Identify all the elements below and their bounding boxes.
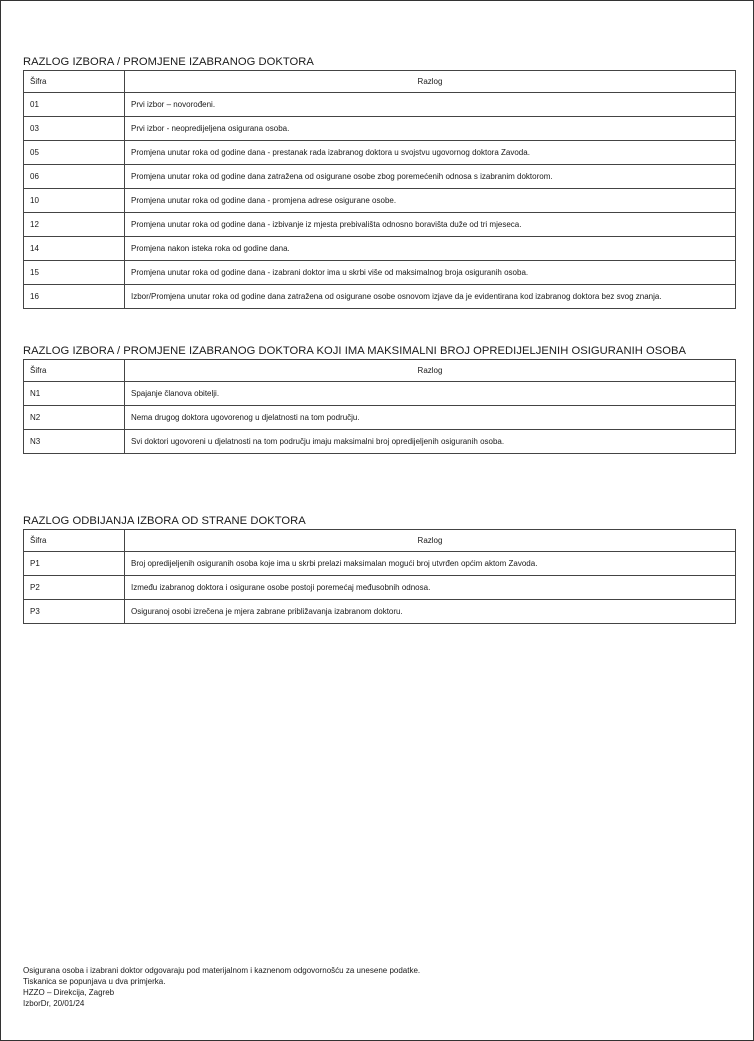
code-cell: 15 xyxy=(24,261,125,285)
code-cell: 14 xyxy=(24,237,125,261)
reason-cell: Svi doktori ugovoreni u djelatnosti na tom području imaju maksimalni broj opredijeljenih osiguranih osoba. xyxy=(125,430,736,454)
reason-cell: Prvi izbor – novorođeni. xyxy=(125,93,736,117)
code-cell: N2 xyxy=(24,406,125,430)
table-header-row xyxy=(24,360,736,382)
reason-cell: Promjena unutar roka od godine dana - promjena adrese osigurane osobe. xyxy=(125,189,736,213)
table-row xyxy=(24,576,736,600)
column-header-code: Šifra xyxy=(24,360,125,382)
footer-notes xyxy=(23,965,420,1009)
reasons-table xyxy=(23,359,736,454)
reasons-table xyxy=(23,529,736,624)
form-code: IzborDr, 20/01/24 xyxy=(23,999,85,1008)
column-header-code: Šifra xyxy=(24,71,125,93)
table-row xyxy=(24,600,736,624)
code-cell: N1 xyxy=(24,382,125,406)
reason-cell: Osiguranoj osobi izrečena je mjera zabrane približavanja izabranom doktoru. xyxy=(125,600,736,624)
column-header-reason: Razlog xyxy=(125,530,736,552)
code-cell: 03 xyxy=(24,117,125,141)
column-header-reason: Razlog xyxy=(125,71,736,93)
section-title: RAZLOG IZBORA / PROMJENE IZABRANOG DOKTORA xyxy=(23,56,314,68)
reason-cell: Promjena nakon isteka roka od godine dana. xyxy=(125,237,736,261)
code-cell: 06 xyxy=(24,165,125,189)
code-cell: P3 xyxy=(24,600,125,624)
table-row xyxy=(24,93,736,117)
table-row xyxy=(24,237,736,261)
issuer-note: HZZO – Direkcija, Zagreb xyxy=(23,988,115,997)
table-row xyxy=(24,430,736,454)
reason-cell: Spajanje članova obitelji. xyxy=(125,382,736,406)
table-row xyxy=(24,285,736,309)
table-row xyxy=(24,117,736,141)
liability-note: Osigurana osoba i izabrani doktor odgovaraju pod materijalnom i kaznenom odgovornošću za unesene podatke. xyxy=(23,966,421,975)
table-row xyxy=(24,213,736,237)
code-cell: 01 xyxy=(24,93,125,117)
reason-cell: Nema drugog doktora ugovorenog u djelatnosti na tom području. xyxy=(125,406,736,430)
copies-note: Tiskanica se popunjava u dva primjerka. xyxy=(23,977,166,986)
table-row xyxy=(24,382,736,406)
table-row xyxy=(24,141,736,165)
code-cell: 10 xyxy=(24,189,125,213)
reason-cell: Prvi izbor - neopredijeljena osigurana osoba. xyxy=(125,117,736,141)
table-header-row xyxy=(24,530,736,552)
section-reasons-rejection xyxy=(23,514,736,624)
table-header-row xyxy=(24,71,736,93)
reason-cell: Promjena unutar roka od godine dana - izbivanje iz mjesta prebivališta odnosno boravišta duže od tri mjeseca. xyxy=(125,213,736,237)
reason-cell: Između izabranog doktora i osigurane osobe postoji poremećaj međusobnih odnosa. xyxy=(125,576,736,600)
section-title: RAZLOG ODBIJANJA IZBORA OD STRANE DOKTORA xyxy=(23,515,306,527)
table-row xyxy=(24,552,736,576)
reason-cell: Izbor/Promjena unutar roka od godine dana zatražena od osigurane osobe osnovom izjave da je evidentirana kod izabranog doktora bez svog znanja. xyxy=(125,285,736,309)
code-cell: 12 xyxy=(24,213,125,237)
code-cell: N3 xyxy=(24,430,125,454)
reasons-table xyxy=(23,70,736,309)
section-reasons-change xyxy=(23,55,736,309)
code-cell: 05 xyxy=(24,141,125,165)
column-header-code: Šifra xyxy=(24,530,125,552)
table-row xyxy=(24,406,736,430)
table-row xyxy=(24,165,736,189)
reason-cell: Broj opredijeljenih osiguranih osoba koje ima u skrbi prelazi maksimalan mogući broj utvrđen općim aktom Zavoda. xyxy=(125,552,736,576)
reason-cell: Promjena unutar roka od godine dana - prestanak rada izabranog doktora u svojstvu ugovornog doktora Zavoda. xyxy=(125,141,736,165)
code-cell: P2 xyxy=(24,576,125,600)
reason-cell: Promjena unutar roka od godine dana zatražena od osigurane osobe zbog poremećenih odnosa s izabranim doktorom. xyxy=(125,165,736,189)
table-row xyxy=(24,189,736,213)
table-row xyxy=(24,261,736,285)
reason-cell: Promjena unutar roka od godine dana - izabrani doktor ima u skrbi više od maksimalnog broja osiguranih osoba. xyxy=(125,261,736,285)
code-cell: 16 xyxy=(24,285,125,309)
section-title: RAZLOG IZBORA / PROMJENE IZABRANOG DOKTORA KOJI IMA MAKSIMALNI BROJ OPREDIJELJENIH OSIGURANIH OSOBA xyxy=(23,345,687,357)
code-cell: P1 xyxy=(24,552,125,576)
section-reasons-max-patients xyxy=(23,344,736,454)
column-header-reason: Razlog xyxy=(125,360,736,382)
